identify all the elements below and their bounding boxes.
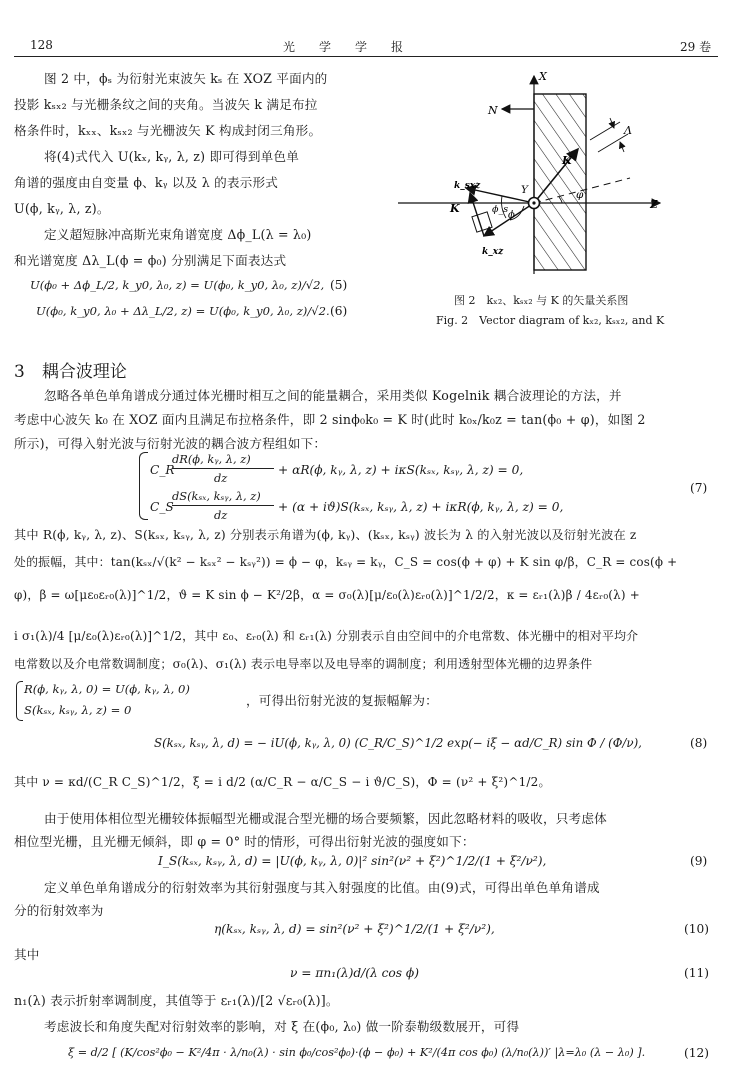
lambda-tick [590, 122, 620, 140]
left-p1-line: 投影 kₛₓ₂ 与光栅条纹之间的夹角。当波矢 k 满足布拉 [14, 97, 318, 112]
label-n: N [488, 104, 498, 117]
eq7b-frac-num: dS(kₛₓ, kₛᵧ, λ, z) [172, 489, 261, 503]
sec3-p3-line: 由于使用体相位型光栅较体振幅型光栅或混合型光栅的场合要频繁，因此忽略材料的吸收，只考虑体 [44, 811, 607, 826]
sec3-p1-line: 忽略各单色单角谱成分通过体光栅时相互之间的能量耦合，采用类似 Kogelnik 耦合波理论的方法，并 [44, 388, 622, 403]
equation-9-number: (9) [690, 854, 708, 868]
equation-10-number: (10) [684, 922, 710, 936]
bc-line-2: S(kₛₓ, kₛᵧ, λ, z) = 0 [24, 703, 132, 717]
bc-brace [16, 681, 23, 721]
left-p1-line: 格条件时，kₓₓ、kₛₓ₂ 与光栅波矢 K 构成封闭三角形。 [14, 123, 322, 138]
equation-6-number: (6) [330, 304, 348, 318]
label-kxz: k_xz [482, 247, 504, 257]
equation-12-number: (12) [684, 1046, 710, 1060]
sec3-p2-line: 其中 R(ϕ, kᵧ, λ, z)、S(kₛₓ, kₛᵧ, λ, z) 分别表示角谱为(ϕ, kᵧ)、(kₛₓ, kₛᵧ) 波长为 λ 的入射光波以及衍射光波在 z [14, 528, 637, 542]
eq7a-frac-bar [172, 468, 274, 469]
equation-8: S(kₛₓ, kₛᵧ, λ, d) = − iU(ϕ, kᵧ, λ, 0) (C_R/C_S)^1/2 exp(− iξ − αd/C_R) sin Φ / (Φ/ν), [154, 736, 642, 750]
bc-line-1: R(ϕ, kᵧ, λ, 0) = U(ϕ, kᵧ, λ, 0) [24, 682, 190, 696]
sec3-p2-line: 处的振幅，其中：tan(kₛₓ/√(k² − kₛₓ² − kₛᵧ²)) = ϕ − φ，kₛᵧ = kᵧ，C_S = cos(ϕ + φ) + K sin φ/β，C_R = cos(ϕ + [14, 555, 678, 569]
label-varphi: φ [576, 189, 584, 201]
left-p1-line: 图 2 中，ϕₛ 为衍射光束波矢 kₛ 在 XOZ 平面内的 [44, 71, 328, 86]
figure-2 [384, 60, 718, 278]
left-p3-line: 定义超短脉冲高斯光束角谱宽度 Δϕ_L(λ = λ₀) [44, 227, 312, 242]
equation-9: I_S(kₛₓ, kₛᵧ, λ, d) = |U(ϕ, kᵧ, λ, 0)|² sin²(ν² + ξ²)^1/2/(1 + ξ²/ν²), [158, 854, 547, 868]
label-lambda: Λ [624, 124, 632, 137]
label-y: Y [521, 184, 528, 196]
eq7b-frac-den: dz [214, 508, 228, 522]
equation-5: U(ϕ₀ + Δϕ_L/2, k_y0, λ₀, z) = U(ϕ₀, k_y0, λ₀, z)/√2, [30, 278, 325, 292]
equation-12: ξ = d/2 [ (K/cos²ϕ₀ − K²/4π · λ/n₀(λ) · sin ϕ₀/cos²ϕ₀)·(ϕ − ϕ₀) + K²/(4π cos ϕ₀) (λ/n₀(λ))′ |λ=λ₀ (λ − λ₀) ]. [68, 1046, 646, 1059]
sec3-p2-line: φ)，β = ω[με₀εᵣ₀(λ)]^1/2，ϑ = K sin ϕ − K²/2β，α = σ₀(λ)[μ/ε₀(λ)εᵣ₀(λ)]^1/2/2，κ = εᵣ₁(λ)β / 4εᵣ₀(λ) + [14, 588, 640, 602]
left-p3-line: 和光谱宽度 Δλ_L(ϕ = ϕ₀) 分别满足下面表达式 [14, 253, 287, 268]
equation-5-number: (5) [330, 278, 348, 292]
label-phi-s: ϕ_s [492, 204, 509, 215]
definitions-line: 其中 ν = κd/(C_R C_S)^1/2，ξ = i d/2 (α/C_R − α/C_S − i ϑ/C_S)，Φ = (ν² + ξ²)^1/2。 [14, 775, 551, 789]
equation-7-brace [139, 452, 148, 520]
grating-slab [534, 94, 586, 270]
eq7a-rhs: + αR(ϕ, kᵧ, λ, z) + iκS(kₛₓ, kₛᵧ, λ, z) = 0, [278, 463, 524, 477]
lambda-arrow [620, 142, 624, 152]
label-phi: ϕ [508, 210, 515, 221]
k-left-arrow [470, 193, 484, 236]
equation-11-number: (11) [684, 966, 710, 980]
label-k-left: K [450, 202, 460, 215]
equation-6: U(ϕ₀, k_y0, λ₀ + Δλ_L/2, z) = U(ϕ₀, k_y0, λ₀, z)/√2. [36, 304, 330, 318]
label-z: Z [650, 198, 658, 211]
origin-dot [532, 201, 535, 204]
equation-11: ν = πn₁(λ)d/(λ cos ϕ) [290, 966, 419, 980]
figure-caption-en: Fig. 2 Vector diagram of kₓ₂, kₛₓ₂, and K [436, 314, 665, 327]
header-rule [14, 56, 718, 57]
vector-diagram [384, 60, 718, 278]
volume: 29 卷 [680, 40, 712, 54]
sec3-p1-line: 所示)，可得入射光波与衍射光波的耦合波方程组如下： [14, 436, 327, 451]
equation-10: η(kₛₓ, kₛᵧ, λ, d) = sin²(ν² + ξ²)^1/2/(1 + ξ²/ν²), [214, 922, 495, 936]
left-p2-line: U(ϕ, kᵧ, λ, z)。 [14, 201, 110, 216]
page-number: 128 [30, 38, 53, 52]
sec3-p4-line: 分的衍射效率为 [14, 903, 104, 918]
sec3-p2-line: 电常数以及介电常数调制度；σ₀(λ)、σ₁(λ) 表示电导率以及电导率的调制度；利用透射型体光栅的边界条件 [14, 657, 593, 671]
eq7b-lhs: C_S [150, 500, 174, 514]
eq7b-rhs: + (α + iϑ)S(kₛₓ, kₛᵧ, λ, z) + iκR(ϕ, kᵧ, λ, z) = 0, [278, 500, 564, 514]
journal-name: 光 学 学 报 [283, 40, 404, 54]
sec3-p4-line: 定义单色单角谱成分的衍射效率为其衍射强度与其入射强度的比值。由(9)式，可得出单色单角谱成 [44, 880, 600, 895]
left-p2-line: 将(4)式代入 U(kₓ, kᵧ, λ, z) 即可得到单色单 [44, 149, 299, 164]
sec3-p5-line: 考虑波长和角度失配对衍射效率的影响，对 ξ 在(ϕ₀, λ₀) 做一阶泰勒级数展开，可得 [44, 1019, 520, 1034]
eq7a-frac-num: dR(ϕ, kᵧ, λ, z) [172, 452, 251, 466]
label-ksxz: k_sxz [454, 181, 481, 191]
sec3-p2-line: i σ₁(λ)/4 [μ/ε₀(λ)εᵣ₀(λ)]^1/2，其中 ε₀、εᵣ₀(λ) 和 εᵣ₁(λ) 分别表示自由空间中的介电常数、体光栅中的相对平均介 [14, 629, 639, 643]
figure-caption-cn: 图 2 kₓ₂、kₛₓ₂ 与 K 的矢量关系图 [454, 294, 629, 307]
eq7b-frac-bar [172, 505, 274, 506]
section-title: 3 耦合波理论 [14, 362, 127, 382]
eq7a-frac-den: dz [214, 471, 228, 485]
n1-line: n₁(λ) 表示折射率调制度，其值等于 εᵣ₁(λ)/[2 √εᵣ₀(λ)]。 [14, 993, 339, 1008]
eq7a-lhs: C_R [150, 463, 175, 477]
equation-8-number: (8) [690, 736, 708, 750]
qizhong: 其中 [14, 947, 40, 962]
left-p2-line: 角谱的强度由自变量 ϕ、kᵧ 以及 λ 的表示形式 [14, 175, 279, 190]
sec3-p1-line: 考虑中心波矢 k₀ 在 XOZ 面内且满足布拉格条件，即 2 sinϕ₀k₀ = K 时(此时 k₀ₓ/k₀z = tan(ϕ₀ + φ)，如图 2 [14, 412, 646, 427]
bc-tail: ，可得出衍射光波的复振幅解为： [246, 693, 438, 708]
equation-7-number: (7) [690, 481, 708, 495]
sec3-p3-line: 相位型光栅，且光栅无倾斜，即 φ = 0° 时的情形，可得出衍射光波的强度如下： [14, 834, 475, 849]
label-x: X [539, 70, 547, 83]
label-k-grating: K [562, 154, 572, 167]
